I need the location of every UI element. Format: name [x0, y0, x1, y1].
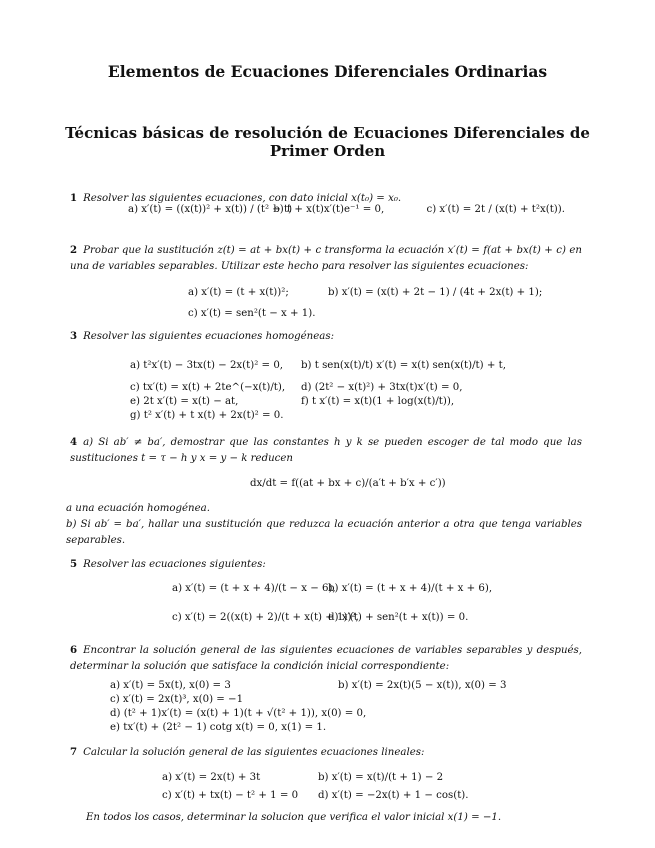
problem-6-item-c: c) x′(t) = 2x(t)³, x(0) = −1 — [110, 694, 244, 705]
problem-5: 5 Resolver las ecuaciones siguientes: — [70, 558, 266, 570]
problem-4: 4 a) Si ab′ ≠ ba′, demostrar que las constantes h y k se pueden escoger de tal modo que las sustituciones t = τ − h y x = y − k reducen — [70, 436, 582, 464]
problem-2-item-b: b) x′(t) = (x(t) + 2t − 1) / (4t + 2x(t) + 1); — [328, 287, 543, 298]
problem-2-item-a: a) x′(t) = (t + x(t))²; — [188, 287, 289, 298]
problem-7-item-c: c) x′(t) + tx(t) − t² + 1 = 0 — [162, 790, 299, 801]
problem-3-item-e: e) 2t x′(t) = x(t) − at, — [130, 396, 239, 407]
problem-6: 6 Encontrar la solución general de las siguientes ecuaciones de variables separables y después, determinar la solución que satisface la condición inicial correspondiente: — [70, 644, 582, 672]
problem-7-note: En todos los casos, determinar la solucion que verifica el valor inicial x(1) = −1. — [86, 812, 502, 823]
problem-6-item-d: d) (t² + 1)x′(t) = (x(t) + 1)(t + √(t² + 1)), x(0) = 0, — [110, 708, 367, 719]
sheet-title: Técnicas básicas de resolución de Ecuaciones Diferenciales de Primer Orden — [65, 124, 590, 160]
problem-7-item-a: a) x′(t) = 2x(t) + 3t — [162, 772, 261, 783]
problem-6-item-a: a) x′(t) = 5x(t), x(0) = 3 — [110, 680, 231, 691]
problem-3-item-b: b) t sen(x(t)/t) x′(t) = x(t) sen(x(t)/t) + t, — [301, 360, 506, 371]
problem-5-item-c: c) x′(t) = 2((x(t) + 2)/(t + x(t) + 1))², — [172, 612, 359, 623]
problem-2-item-c: c) x′(t) = sen²(t − x + 1). — [188, 308, 316, 319]
problem-5-item-d: d) x′(t) + sen²(t + x(t)) = 0. — [328, 612, 469, 623]
problem-1-items: a) x′(t) = ((x(t))² + x(t)) / (t² − t) b) t + x(t)x′(t)e⁻¹ = 0, c) x′(t) = 2t / (x(t) + t²x(t)). — [128, 204, 565, 215]
problem-3-item-a: a) t²x′(t) − 3tx(t) − 2x(t)² = 0, — [130, 360, 284, 371]
problem-7-item-b: b) x′(t) = x(t)/(t + 1) − 2 — [318, 772, 444, 783]
problem-4-equation: dx/dt = f((at + bx + c)/(a′t + b′x + c′)) — [250, 478, 446, 489]
problem-5-item-b: b) x′(t) = (t + x + 4)/(t + x + 6), — [328, 583, 493, 594]
problem-6-item-e: e) tx′(t) + (2t² − 1) cotg x(t) = 0, x(1) = 1. — [110, 722, 327, 733]
problem-4-after: a una ecuación homogénea. — [66, 503, 210, 514]
course-title: Elementos de Ecuaciones Diferenciales Ordinarias — [107, 62, 548, 81]
problem-4-part-b: b) Si ab′ = ba′, hallar una sustitución que reduzca la ecuación anterior a otra que tenga variables separables. — [66, 519, 582, 546]
problem-1: 1 Resolver las siguientes ecuaciones, con dato inicial x(t₀) = x₀. — [70, 192, 402, 204]
problem-5-item-a: a) x′(t) = (t + x + 4)/(t − x − 6), — [172, 583, 336, 594]
problem-3-item-g: g) t² x′(t) + t x(t) + 2x(t)² = 0. — [130, 410, 284, 421]
problem-3-item-d: d) (2t² − x(t)²) + 3tx(t)x′(t) = 0, — [301, 382, 463, 393]
problem-7-item-d: d) x′(t) = −2x(t) + 1 − cos(t). — [318, 790, 469, 801]
problem-3-item-c: c) tx′(t) = x(t) + 2te^(−x(t)/t), — [130, 382, 286, 393]
problem-3: 3 Resolver las siguientes ecuaciones homogéneas: — [70, 330, 334, 342]
problem-2: 2 Probar que la sustitución z(t) = at + bx(t) + c transforma la ecuación x′(t) = f(at + bx(t) + c) en una de variables separables. Utilizar este hecho para resolver las siguientes ecuaciones: — [70, 244, 582, 272]
problem-3-item-f: f) t x′(t) = x(t)(1 + log(x(t)/t)), — [301, 396, 455, 407]
problem-6-item-b: b) x′(t) = 2x(t)(5 − x(t)), x(0) = 3 — [338, 680, 507, 691]
problem-7: 7 Calcular la solución general de las siguientes ecuaciones lineales: — [70, 746, 425, 758]
